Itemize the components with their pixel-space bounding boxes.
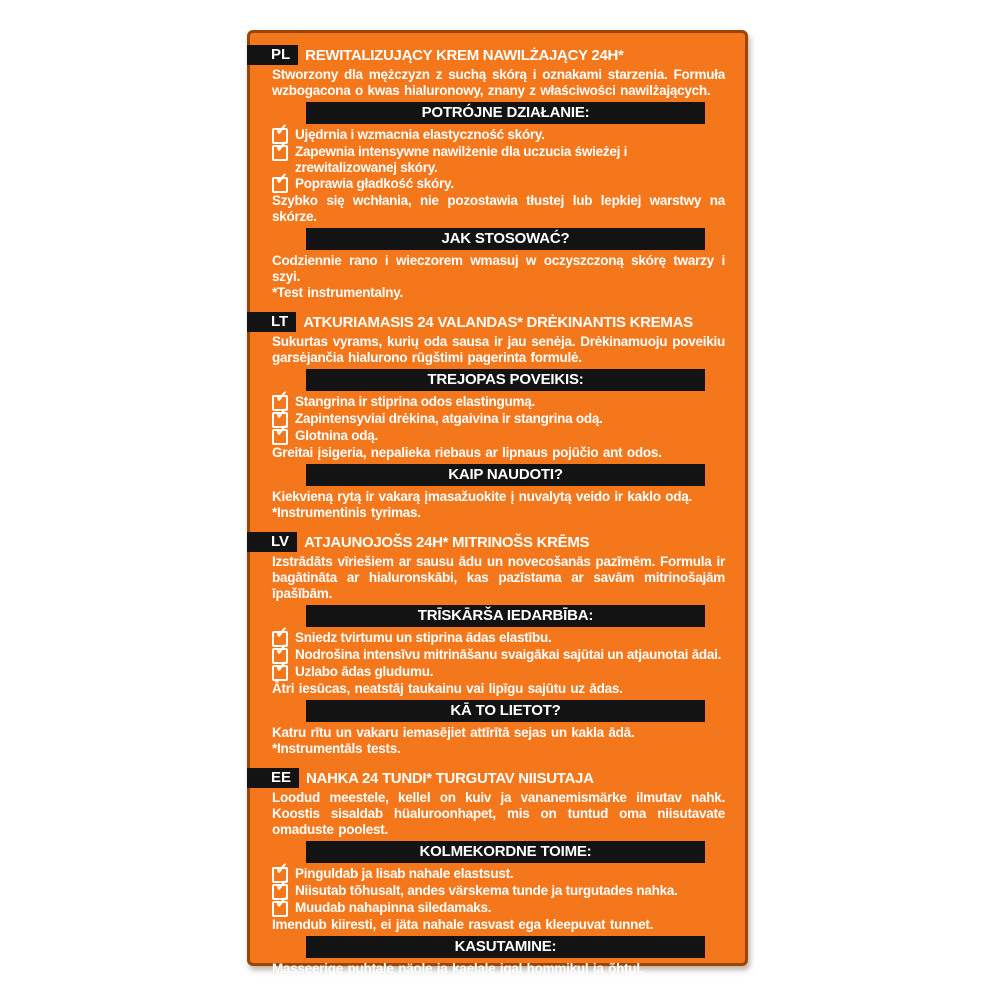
checkbox-icon <box>272 659 289 681</box>
check-mark-icon: ✓ <box>275 139 289 156</box>
bullet-item <box>272 642 725 664</box>
bullet-text: Glotnina odą. <box>295 428 378 443</box>
language-tag-pl: PL <box>247 45 298 65</box>
section-title: ATJAUNOJOŠS 24H* MITRINOŠS KRĒMS <box>304 533 590 551</box>
bullet-text: Zapewnia intensywne nawilżenie dla uczucia świeżej i zrewitalizowanej skóry. <box>295 144 628 175</box>
usage-header-bar <box>306 700 705 722</box>
check-mark-icon: ✓ <box>275 625 289 642</box>
section-title-row <box>272 312 725 332</box>
action-header-label: TREJOPAS POVEIKIS: <box>427 371 584 388</box>
section-intro: Izstrādāts vīriešiem ar sausu ādu un novecošanās pazīmēm. Formula ir bagātināta ar hialuronskābi, kas pazīstama ar savām mitrinošajām īpašībām. <box>272 554 725 601</box>
usage-header-label: JAK STOSOWAĆ? <box>441 230 570 247</box>
usage-header-bar <box>306 936 705 958</box>
bullet-text: Zapintensyviai drėkina, atgaivina ir stangrina odą. <box>295 411 603 426</box>
section-title: ATKURIAMASIS 24 VALANDAS* DRĖKINANTIS KREMAS <box>303 313 693 331</box>
check-mark-icon: ✓ <box>275 406 289 423</box>
bullet-item <box>272 139 725 176</box>
action-header-bar <box>306 605 705 627</box>
product-label-panel <box>247 30 748 992</box>
bullet-text: Nodrošina intensīvu mitrināšanu svaigākai sajūtai un atjaunotai ādai. <box>295 647 722 662</box>
bullet-text: Pinguldab ja lisab nahale elastsust. <box>295 866 514 881</box>
bullet-text: Uzlabo ādas gludumu. <box>295 664 434 679</box>
language-tag-lv: LV <box>247 532 297 552</box>
bullet-item <box>272 122 725 144</box>
bullet-text: Ujędrnia i wzmacnia elastyczność skóry. <box>295 127 545 142</box>
checkbox-icon <box>272 423 289 445</box>
footnote: *Instrumentinis tyrimas. <box>272 505 421 520</box>
section-title-row <box>272 768 725 788</box>
bullet-text: Poprawia gładkość skóry. <box>295 176 454 191</box>
usage-header-label: KASUTAMINE: <box>454 938 557 955</box>
section-ee <box>272 768 725 993</box>
check-mark-icon: ✓ <box>275 423 289 440</box>
absorption-note: Szybko się wchłania, nie pozostawia tłustej lub lepkiej warstwy na skórze. <box>272 193 725 224</box>
bullet-item <box>272 423 725 445</box>
check-mark-icon: ✓ <box>275 122 289 139</box>
check-mark-icon: ✓ <box>275 389 289 406</box>
footnote: *Instrumentaalne katse. <box>272 977 419 992</box>
usage-header-label: KAIP NAUDOTI? <box>448 466 563 483</box>
bullet-item <box>272 659 725 681</box>
action-header-label: POTRÓJNE DZIAŁANIE: <box>421 104 590 121</box>
absorption-note: Imendub kiiresti, ei jäta nahale rasvast ega kleepuvat tunnet. <box>272 917 654 932</box>
section-title-row <box>272 45 725 65</box>
bullet-item <box>272 625 725 647</box>
section-title-row <box>272 532 725 552</box>
action-header-bar <box>306 369 705 391</box>
section-title: REWITALIZUJĄCY KREM NAWILŻAJĄCY 24H* <box>305 46 624 64</box>
absorption-note: Ātri iesūcas, neatstāj taukainu vai lipīgu sajūtu uz ādas. <box>272 681 623 696</box>
bullet-item <box>272 861 725 883</box>
bullet-text: Muudab nahapinna siledamaks. <box>295 900 492 915</box>
section-lv <box>272 532 725 757</box>
checkbox-icon <box>272 895 289 917</box>
check-mark-icon: ✓ <box>275 642 289 659</box>
bullet-item <box>272 895 725 917</box>
usage-header-bar <box>306 228 705 250</box>
language-tag-ee: EE <box>247 768 299 788</box>
usage-text: Katru rītu un vakaru iemasējiet attīrītā sejas un kakla ādā. <box>272 725 635 740</box>
action-header-bar <box>306 102 705 124</box>
absorption-note: Greitai įsigeria, nepalieka riebaus ar lipnaus pojūčio ant odos. <box>272 445 662 460</box>
section-intro: Sukurtas vyrams, kurių oda sausa ir jau senėja. Drėkinamuoju poveikiu garsėjančia hialurono rūgštimi pagerinta formulė. <box>272 334 725 365</box>
checkbox-icon <box>272 139 289 161</box>
section-title: NAHKA 24 TUNDI* TURGUTAV NIISUTAJA <box>306 769 594 787</box>
section-lt <box>272 312 725 521</box>
bullet-text: Niisutab tõhusalt, andes värskema tunde ja turgutades nahka. <box>295 883 678 898</box>
action-header-label: TRĪSKĀRŠA IEDARBĪBA: <box>417 607 594 624</box>
action-header-bar <box>306 841 705 863</box>
check-mark-icon: ✓ <box>275 171 289 188</box>
usage-header-label: KĀ TO LIETOT? <box>450 702 561 719</box>
usage-text: Masseerige puhtale näole ja kaelale igal hommikul ja õhtul. <box>272 961 644 976</box>
section-pl <box>272 45 725 301</box>
bullet-item <box>272 878 725 900</box>
check-mark-icon: ✓ <box>275 878 289 895</box>
language-tag-lt: LT <box>247 312 296 332</box>
action-header-label: KOLMEKORDNE TOIME: <box>419 843 592 860</box>
check-mark-icon: ✓ <box>275 659 289 676</box>
usage-text: Kiekvieną rytą ir vakarą įmasažuokite į nuvalytą veido ir kaklo odą. <box>272 489 692 504</box>
bullet-text: Sniedz tvirtumu un stiprina ādas elastību. <box>295 630 552 645</box>
checkbox-icon <box>272 171 289 193</box>
usage-header-bar <box>306 464 705 486</box>
bullet-item <box>272 171 725 193</box>
usage-text: Codziennie rano i wieczorem wmasuj w oczyszczoną skórę twarzy i szyi. <box>272 253 725 284</box>
bullet-text: Stangrina ir stiprina odos elastingumą. <box>295 394 536 409</box>
bullet-item <box>272 406 725 428</box>
section-intro: Loodud meestele, kellel on kuiv ja vananemismärke ilmutav nahk. Koostis sisaldab hüaluroonhapet, mis on tuntud oma niisutavate omaduste poolest. <box>272 790 725 837</box>
bullet-item <box>272 389 725 411</box>
footnote: *Test instrumentalny. <box>272 285 404 300</box>
section-intro: Stworzony dla mężczyzn z suchą skórą i oznakami starzenia. Formuła wzbogacona o kwas hialuronowy, znany z właściwości nawilżających. <box>272 67 725 98</box>
check-mark-icon: ✓ <box>275 861 289 878</box>
check-mark-icon: ✓ <box>275 895 289 912</box>
footnote: *Instrumentāls tests. <box>272 741 401 756</box>
